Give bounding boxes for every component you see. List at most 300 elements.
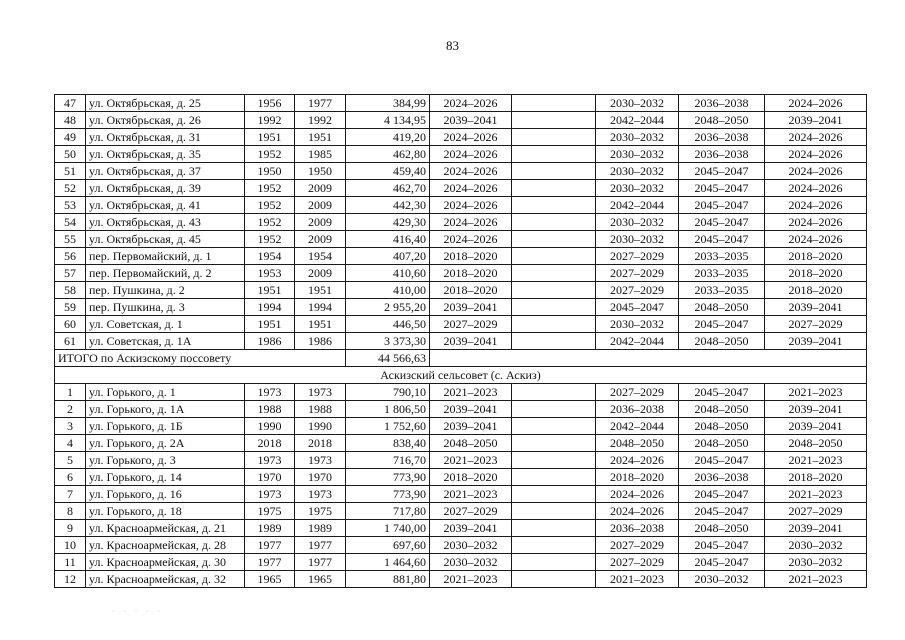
period-4-cell: 2048–2050	[679, 112, 765, 129]
year-built-cell: 1951	[245, 316, 295, 333]
year-built-cell: 1992	[245, 112, 295, 129]
period-5-cell: 2048–2050	[765, 435, 867, 452]
year-built-cell: 1952	[245, 146, 295, 163]
period-1-cell: 2039–2041	[430, 299, 512, 316]
table-row	[55, 180, 867, 197]
year-built-cell: 1950	[245, 163, 295, 180]
table-row	[55, 333, 867, 350]
row-number-cell: 50	[55, 146, 86, 163]
year-renovated-cell: 1965	[295, 571, 346, 588]
period-3-cell: 2018–2020	[596, 469, 679, 486]
area-cell: 716,70	[346, 452, 430, 469]
period-3-cell: 2042–2044	[596, 333, 679, 350]
period-4-cell: 2045–2047	[679, 503, 765, 520]
period-1-cell: 2021–2023	[430, 486, 512, 503]
period-2-cell	[512, 180, 596, 197]
area-cell: 3 373,30	[346, 333, 430, 350]
area-cell: 429,30	[346, 214, 430, 231]
year-built-cell: 1973	[245, 384, 295, 401]
row-number-cell: 52	[55, 180, 86, 197]
year-built-cell: 1970	[245, 469, 295, 486]
period-5-cell: 2024–2026	[765, 129, 867, 146]
period-1-cell: 2018–2020	[430, 282, 512, 299]
period-4-cell: 2045–2047	[679, 554, 765, 571]
table-row	[55, 469, 867, 486]
period-2-cell	[512, 520, 596, 537]
table-row	[55, 503, 867, 520]
address-cell: ул. Горького, д. 1Б	[86, 418, 245, 435]
period-1-cell: 2039–2041	[430, 112, 512, 129]
period-5-cell: 2024–2026	[765, 95, 867, 112]
period-4-cell: 2045–2047	[679, 452, 765, 469]
address-cell: ул. Октябрьская, д. 37	[86, 163, 245, 180]
period-5-cell: 2039–2041	[765, 333, 867, 350]
period-1-cell: 2018–2020	[430, 265, 512, 282]
period-2-cell	[512, 554, 596, 571]
address-cell: ул. Красноармейская, д. 28	[86, 537, 245, 554]
period-2-cell	[512, 333, 596, 350]
year-built-cell: 1952	[245, 197, 295, 214]
table-row	[55, 486, 867, 503]
year-renovated-cell: 2009	[295, 231, 346, 248]
period-1-cell: 2027–2029	[430, 503, 512, 520]
period-5-cell: 2018–2020	[765, 265, 867, 282]
row-number-cell: 3	[55, 418, 86, 435]
table-row	[55, 265, 867, 282]
period-5-cell: 2021–2023	[765, 384, 867, 401]
period-2-cell	[512, 401, 596, 418]
area-cell: 773,90	[346, 486, 430, 503]
period-3-cell: 2027–2029	[596, 265, 679, 282]
period-4-cell: 2048–2050	[679, 401, 765, 418]
period-3-cell: 2027–2029	[596, 384, 679, 401]
area-cell: 717,80	[346, 503, 430, 520]
table-row	[55, 248, 867, 265]
period-1-cell: 2039–2041	[430, 333, 512, 350]
period-2-cell	[512, 248, 596, 265]
period-4-cell: 2036–2038	[679, 95, 765, 112]
year-renovated-cell: 1951	[295, 129, 346, 146]
area-cell: 1 752,60	[346, 418, 430, 435]
area-cell: 881,80	[346, 571, 430, 588]
total-empty-cell	[430, 350, 867, 367]
period-3-cell: 2030–2032	[596, 214, 679, 231]
year-renovated-cell: 1977	[295, 554, 346, 571]
period-3-cell: 2042–2044	[596, 112, 679, 129]
row-number-cell: 11	[55, 554, 86, 571]
period-1-cell: 2030–2032	[430, 554, 512, 571]
area-cell: 384,99	[346, 95, 430, 112]
table-row	[55, 418, 867, 435]
period-2-cell	[512, 486, 596, 503]
period-1-cell: 2024–2026	[430, 95, 512, 112]
period-5-cell: 2018–2020	[765, 248, 867, 265]
period-2-cell	[512, 146, 596, 163]
row-number-cell: 9	[55, 520, 86, 537]
period-5-cell: 2018–2020	[765, 282, 867, 299]
period-2-cell	[512, 435, 596, 452]
address-cell: пер. Первомайский, д. 2	[86, 265, 245, 282]
year-built-cell: 1952	[245, 214, 295, 231]
period-3-cell: 2027–2029	[596, 248, 679, 265]
scan-artifact: · · · · ·	[112, 606, 163, 616]
period-3-cell: 2024–2026	[596, 452, 679, 469]
year-built-cell: 1990	[245, 418, 295, 435]
year-built-cell: 1951	[245, 282, 295, 299]
year-built-cell: 1954	[245, 248, 295, 265]
year-renovated-cell: 2009	[295, 214, 346, 231]
year-renovated-cell: 1989	[295, 520, 346, 537]
row-number-cell: 57	[55, 265, 86, 282]
period-4-cell: 2033–2035	[679, 282, 765, 299]
period-4-cell: 2045–2047	[679, 384, 765, 401]
area-cell: 459,40	[346, 163, 430, 180]
period-2-cell	[512, 265, 596, 282]
area-cell: 838,40	[346, 435, 430, 452]
period-3-cell: 2045–2047	[596, 299, 679, 316]
period-4-cell: 2045–2047	[679, 316, 765, 333]
period-1-cell: 2039–2041	[430, 401, 512, 418]
period-4-cell: 2048–2050	[679, 299, 765, 316]
year-renovated-cell: 2009	[295, 180, 346, 197]
address-cell: ул. Октябрьская, д. 26	[86, 112, 245, 129]
year-renovated-cell: 1951	[295, 282, 346, 299]
row-number-cell: 2	[55, 401, 86, 418]
address-cell: ул. Горького, д. 2А	[86, 435, 245, 452]
period-3-cell: 2024–2026	[596, 486, 679, 503]
row-number-cell: 4	[55, 435, 86, 452]
area-cell: 697,60	[346, 537, 430, 554]
year-renovated-cell: 1954	[295, 248, 346, 265]
period-1-cell: 2024–2026	[430, 180, 512, 197]
row-number-cell: 51	[55, 163, 86, 180]
area-cell: 790,10	[346, 384, 430, 401]
year-built-cell: 1951	[245, 129, 295, 146]
period-4-cell: 2036–2038	[679, 469, 765, 486]
area-cell: 416,40	[346, 231, 430, 248]
table-row	[55, 282, 867, 299]
period-5-cell: 2021–2023	[765, 486, 867, 503]
year-built-cell: 2018	[245, 435, 295, 452]
period-5-cell: 2024–2026	[765, 214, 867, 231]
period-3-cell: 2027–2029	[596, 554, 679, 571]
year-built-cell: 1973	[245, 452, 295, 469]
period-5-cell: 2024–2026	[765, 146, 867, 163]
table-row	[55, 231, 867, 248]
period-3-cell: 2036–2038	[596, 401, 679, 418]
period-4-cell: 2045–2047	[679, 537, 765, 554]
year-renovated-cell: 1970	[295, 469, 346, 486]
period-2-cell	[512, 214, 596, 231]
period-3-cell: 2030–2032	[596, 129, 679, 146]
period-3-cell: 2021–2023	[596, 571, 679, 588]
year-renovated-cell: 1992	[295, 112, 346, 129]
address-cell: ул. Горького, д. 16	[86, 486, 245, 503]
period-1-cell: 2021–2023	[430, 384, 512, 401]
address-cell: ул. Октябрьская, д. 43	[86, 214, 245, 231]
year-built-cell: 1953	[245, 265, 295, 282]
period-2-cell	[512, 282, 596, 299]
period-5-cell: 2030–2032	[765, 537, 867, 554]
period-1-cell: 2039–2041	[430, 418, 512, 435]
period-4-cell: 2048–2050	[679, 435, 765, 452]
year-built-cell: 1956	[245, 95, 295, 112]
area-cell: 1 806,50	[346, 401, 430, 418]
area-cell: 462,80	[346, 146, 430, 163]
total-value: 44 566,63	[346, 350, 430, 367]
address-cell: ул. Горького, д. 14	[86, 469, 245, 486]
area-cell: 410,60	[346, 265, 430, 282]
area-cell: 773,90	[346, 469, 430, 486]
period-2-cell	[512, 95, 596, 112]
row-number-cell: 53	[55, 197, 86, 214]
period-2-cell	[512, 384, 596, 401]
table-row	[55, 129, 867, 146]
year-built-cell: 1994	[245, 299, 295, 316]
period-1-cell: 2027–2029	[430, 316, 512, 333]
period-3-cell: 2027–2029	[596, 537, 679, 554]
period-1-cell: 2039–2041	[430, 520, 512, 537]
area-cell: 410,00	[346, 282, 430, 299]
period-2-cell	[512, 299, 596, 316]
year-built-cell: 1977	[245, 537, 295, 554]
year-renovated-cell: 1951	[295, 316, 346, 333]
period-4-cell: 2045–2047	[679, 197, 765, 214]
table-row	[55, 554, 867, 571]
year-renovated-cell: 1977	[295, 537, 346, 554]
table-row	[55, 571, 867, 588]
area-cell: 462,70	[346, 180, 430, 197]
period-5-cell: 2027–2029	[765, 316, 867, 333]
address-cell: ул. Горького, д. 18	[86, 503, 245, 520]
year-renovated-cell: 1990	[295, 418, 346, 435]
period-4-cell: 2048–2050	[679, 520, 765, 537]
table-total-section	[55, 350, 867, 384]
period-3-cell: 2042–2044	[596, 418, 679, 435]
table-body-bottom	[55, 384, 867, 588]
period-5-cell: 2021–2023	[765, 571, 867, 588]
year-renovated-cell: 2018	[295, 435, 346, 452]
address-cell: ул. Октябрьская, д. 31	[86, 129, 245, 146]
year-renovated-cell: 1973	[295, 486, 346, 503]
year-built-cell: 1986	[245, 333, 295, 350]
period-5-cell: 2021–2023	[765, 452, 867, 469]
table-row	[55, 401, 867, 418]
address-cell: пер. Пушкина, д. 2	[86, 282, 245, 299]
year-built-cell: 1988	[245, 401, 295, 418]
period-2-cell	[512, 469, 596, 486]
address-cell: ул. Красноармейская, д. 21	[86, 520, 245, 537]
period-2-cell	[512, 163, 596, 180]
period-5-cell: 2027–2029	[765, 503, 867, 520]
period-1-cell: 2030–2032	[430, 537, 512, 554]
row-number-cell: 1	[55, 384, 86, 401]
period-1-cell: 2024–2026	[430, 231, 512, 248]
year-built-cell: 1975	[245, 503, 295, 520]
period-1-cell: 2018–2020	[430, 469, 512, 486]
year-built-cell: 1952	[245, 180, 295, 197]
row-number-cell: 12	[55, 571, 86, 588]
row-number-cell: 59	[55, 299, 86, 316]
row-number-cell: 10	[55, 537, 86, 554]
period-4-cell: 2048–2050	[679, 418, 765, 435]
row-number-cell: 60	[55, 316, 86, 333]
area-cell: 419,20	[346, 129, 430, 146]
row-number-cell: 56	[55, 248, 86, 265]
period-2-cell	[512, 418, 596, 435]
period-3-cell: 2030–2032	[596, 146, 679, 163]
year-renovated-cell: 1988	[295, 401, 346, 418]
year-renovated-cell: 1975	[295, 503, 346, 520]
period-2-cell	[512, 571, 596, 588]
area-cell: 1 740,00	[346, 520, 430, 537]
period-4-cell: 2045–2047	[679, 163, 765, 180]
year-built-cell: 1952	[245, 231, 295, 248]
period-4-cell: 2045–2047	[679, 486, 765, 503]
total-label: ИТОГО по Аскизскому поссовету	[55, 350, 346, 367]
period-3-cell: 2030–2032	[596, 180, 679, 197]
year-renovated-cell: 2009	[295, 265, 346, 282]
row-number-cell: 55	[55, 231, 86, 248]
period-3-cell: 2042–2044	[596, 197, 679, 214]
address-cell: пер. Пушкина, д. 3	[86, 299, 245, 316]
year-built-cell: 1965	[245, 571, 295, 588]
address-cell: ул. Октябрьская, д. 45	[86, 231, 245, 248]
row-number-cell: 61	[55, 333, 86, 350]
period-5-cell: 2039–2041	[765, 299, 867, 316]
table-row	[55, 146, 867, 163]
period-1-cell: 2024–2026	[430, 163, 512, 180]
table-row	[55, 452, 867, 469]
period-3-cell: 2030–2032	[596, 231, 679, 248]
year-renovated-cell: 2009	[295, 197, 346, 214]
year-built-cell: 1989	[245, 520, 295, 537]
period-4-cell: 2033–2035	[679, 265, 765, 282]
table-body-top	[55, 95, 867, 350]
table-row	[55, 95, 867, 112]
year-built-cell: 1973	[245, 486, 295, 503]
period-3-cell: 2030–2032	[596, 316, 679, 333]
period-2-cell	[512, 231, 596, 248]
section-title: Аскизский сельсовет (с. Аскиз)	[55, 367, 867, 384]
period-3-cell: 2024–2026	[596, 503, 679, 520]
year-renovated-cell: 1950	[295, 163, 346, 180]
period-5-cell: 2018–2020	[765, 469, 867, 486]
year-renovated-cell: 1973	[295, 384, 346, 401]
period-4-cell: 2045–2047	[679, 180, 765, 197]
row-number-cell: 5	[55, 452, 86, 469]
period-2-cell	[512, 503, 596, 520]
period-4-cell: 2030–2032	[679, 571, 765, 588]
period-1-cell: 2024–2026	[430, 197, 512, 214]
row-number-cell: 58	[55, 282, 86, 299]
period-1-cell: 2024–2026	[430, 214, 512, 231]
period-5-cell: 2039–2041	[765, 418, 867, 435]
period-4-cell: 2036–2038	[679, 129, 765, 146]
row-number-cell: 6	[55, 469, 86, 486]
year-renovated-cell: 1977	[295, 95, 346, 112]
period-1-cell: 2024–2026	[430, 146, 512, 163]
period-4-cell: 2045–2047	[679, 231, 765, 248]
area-cell: 1 464,60	[346, 554, 430, 571]
address-cell: ул. Октябрьская, д. 35	[86, 146, 245, 163]
period-1-cell: 2021–2023	[430, 452, 512, 469]
year-renovated-cell: 1985	[295, 146, 346, 163]
area-cell: 446,50	[346, 316, 430, 333]
period-5-cell: 2030–2032	[765, 554, 867, 571]
row-number-cell: 48	[55, 112, 86, 129]
total-row	[55, 350, 867, 367]
period-3-cell: 2048–2050	[596, 435, 679, 452]
year-renovated-cell: 1973	[295, 452, 346, 469]
period-4-cell: 2045–2047	[679, 214, 765, 231]
address-cell: ул. Советская, д. 1	[86, 316, 245, 333]
period-5-cell: 2024–2026	[765, 197, 867, 214]
address-cell: ул. Октябрьская, д. 41	[86, 197, 245, 214]
period-2-cell	[512, 452, 596, 469]
table-row	[55, 537, 867, 554]
period-3-cell: 2036–2038	[596, 520, 679, 537]
address-cell: пер. Первомайский, д. 1	[86, 248, 245, 265]
period-1-cell: 2021–2023	[430, 571, 512, 588]
area-cell: 442,30	[346, 197, 430, 214]
table-row	[55, 435, 867, 452]
row-number-cell: 49	[55, 129, 86, 146]
period-2-cell	[512, 112, 596, 129]
period-2-cell	[512, 537, 596, 554]
section-header-row	[55, 367, 867, 384]
year-renovated-cell: 1986	[295, 333, 346, 350]
address-cell: ул. Горького, д. 1А	[86, 401, 245, 418]
address-cell: ул. Октябрьская, д. 39	[86, 180, 245, 197]
table-row	[55, 384, 867, 401]
period-1-cell: 2024–2026	[430, 129, 512, 146]
period-5-cell: 2024–2026	[765, 163, 867, 180]
period-2-cell	[512, 316, 596, 333]
table-row	[55, 520, 867, 537]
area-cell: 2 955,20	[346, 299, 430, 316]
row-number-cell: 54	[55, 214, 86, 231]
period-1-cell: 2048–2050	[430, 435, 512, 452]
period-5-cell: 2039–2041	[765, 401, 867, 418]
address-cell: ул. Горького, д. 1	[86, 384, 245, 401]
table-row	[55, 316, 867, 333]
period-2-cell	[512, 129, 596, 146]
period-5-cell: 2024–2026	[765, 231, 867, 248]
table-row	[55, 163, 867, 180]
period-3-cell: 2027–2029	[596, 282, 679, 299]
row-number-cell: 8	[55, 503, 86, 520]
period-3-cell: 2030–2032	[596, 95, 679, 112]
area-cell: 4 134,95	[346, 112, 430, 129]
period-1-cell: 2018–2020	[430, 248, 512, 265]
table-row	[55, 299, 867, 316]
period-4-cell: 2033–2035	[679, 248, 765, 265]
page-number: 83	[446, 38, 459, 53]
year-built-cell: 1977	[245, 554, 295, 571]
period-4-cell: 2048–2050	[679, 333, 765, 350]
area-cell: 407,20	[346, 248, 430, 265]
table-row	[55, 112, 867, 129]
row-number-cell: 7	[55, 486, 86, 503]
address-cell: ул. Советская, д. 1А	[86, 333, 245, 350]
address-cell: ул. Красноармейская, д. 30	[86, 554, 245, 571]
table-row	[55, 214, 867, 231]
address-cell: ул. Горького, д. 3	[86, 452, 245, 469]
period-2-cell	[512, 197, 596, 214]
period-4-cell: 2036–2038	[679, 146, 765, 163]
row-number-cell: 47	[55, 95, 86, 112]
